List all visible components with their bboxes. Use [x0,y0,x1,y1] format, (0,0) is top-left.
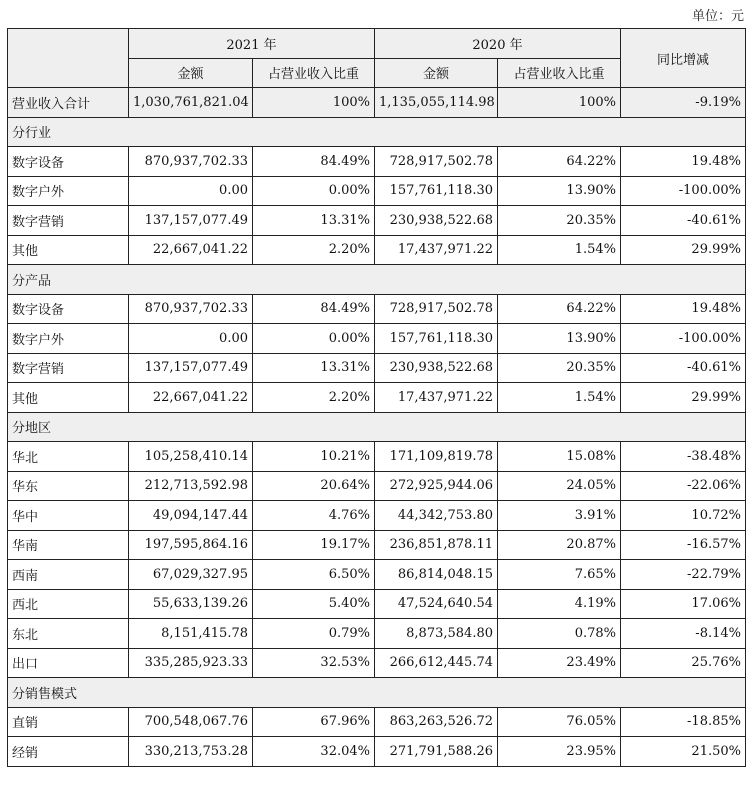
row-label: 华中 [8,501,129,531]
cell-amount-2020: 157,761,118.30 [375,324,498,354]
cell-ratio-2021: 13.31% [253,353,375,383]
cell-amount-2021: 137,157,077.49 [129,353,253,383]
header-row-years [8,29,746,59]
row-label: 数字户外 [8,324,129,354]
cell-yoy: 17.06% [621,589,746,619]
cell-yoy: -100.00% [621,176,746,206]
cell-yoy: -18.85% [621,707,746,737]
cell-amount-2021: 137,157,077.49 [129,206,253,236]
table-row [8,707,746,737]
row-label: 其他 [8,235,129,265]
cell-amount-2020: 47,524,640.54 [375,589,498,619]
cell-amount-2021: 700,548,067.76 [129,707,253,737]
header-amount-2020: 金额 [375,58,498,88]
table-row [8,442,746,472]
cell-amount-2020: 171,109,819.78 [375,442,498,472]
table-row [8,560,746,590]
cell-ratio-2020: 13.90% [498,176,621,206]
section-title: 分地区 [8,412,746,442]
cell-amount-2020: 230,938,522.68 [375,206,498,236]
cell-ratio-2021: 5.40% [253,589,375,619]
cell-amount-2020: 86,814,048.15 [375,560,498,590]
cell-yoy: -38.48% [621,442,746,472]
cell-amount-2020: 272,925,944.06 [375,471,498,501]
row-label: 出口 [8,648,129,678]
cell-amount-2021: 212,713,592.98 [129,471,253,501]
cell-amount-2021: 870,937,702.33 [129,294,253,324]
table-row [8,383,746,413]
cell-yoy: 29.99% [621,383,746,413]
section-title: 分销售模式 [8,678,746,708]
cell-ratio-2020: 20.87% [498,530,621,560]
cell-ratio-2020: 0.78% [498,619,621,649]
cell-ratio-2020: 15.08% [498,442,621,472]
cell-amount-2021: 330,213,753.28 [129,737,253,767]
header-corner-cell [8,29,129,88]
row-label: 华东 [8,471,129,501]
table-row [8,147,746,177]
cell-amount-2020: 728,917,502.78 [375,147,498,177]
cell-amount-2021: 8,151,415.78 [129,619,253,649]
cell-ratio-2020: 13.90% [498,324,621,354]
row-label: 数字设备 [8,147,129,177]
cell-amount-2020: 17,437,971.22 [375,235,498,265]
cell-yoy: 19.48% [621,147,746,177]
revenue-table [7,28,746,767]
cell-amount-2020: 863,263,526.72 [375,707,498,737]
cell-ratio-2021: 6.50% [253,560,375,590]
row-label: 西南 [8,560,129,590]
cell-ratio-2021: 10.21% [253,442,375,472]
cell-ratio-2020: 76.05% [498,707,621,737]
cell-ratio-2020: 24.05% [498,471,621,501]
section-title: 分产品 [8,265,746,295]
cell-yoy: -8.14% [621,619,746,649]
cell-amount-2020: 230,938,522.68 [375,353,498,383]
total-row [8,88,746,118]
cell-ratio-2020: 4.19% [498,589,621,619]
section-header-row [8,265,746,295]
cell-amount-2021: 49,094,147.44 [129,501,253,531]
total-ratio-2020: 100% [498,88,621,118]
section-header-row [8,412,746,442]
total-ratio-2021: 100% [253,88,375,118]
cell-ratio-2020: 1.54% [498,383,621,413]
cell-ratio-2021: 19.17% [253,530,375,560]
header-year-2020: 2020 年 [375,29,621,59]
cell-yoy: -40.61% [621,353,746,383]
cell-amount-2021: 335,285,923.33 [129,648,253,678]
cell-yoy: -100.00% [621,324,746,354]
cell-ratio-2021: 32.04% [253,737,375,767]
cell-yoy: -22.79% [621,560,746,590]
cell-ratio-2020: 64.22% [498,294,621,324]
cell-ratio-2021: 20.64% [253,471,375,501]
cell-ratio-2021: 13.31% [253,206,375,236]
total-amount-2020: 1,135,055,114.98 [375,88,498,118]
cell-amount-2020: 157,761,118.30 [375,176,498,206]
cell-amount-2020: 236,851,878.11 [375,530,498,560]
cell-amount-2021: 0.00 [129,324,253,354]
cell-ratio-2020: 23.95% [498,737,621,767]
cell-yoy: -40.61% [621,206,746,236]
cell-amount-2020: 728,917,502.78 [375,294,498,324]
cell-ratio-2020: 3.91% [498,501,621,531]
header-ratio-2020: 占营业收入比重 [498,58,621,88]
row-label: 数字营销 [8,353,129,383]
cell-yoy: 10.72% [621,501,746,531]
table-row [8,501,746,531]
cell-yoy: 25.76% [621,648,746,678]
table-row [8,648,746,678]
cell-amount-2020: 8,873,584.80 [375,619,498,649]
total-amount-2021: 1,030,761,821.04 [129,88,253,118]
cell-ratio-2021: 84.49% [253,294,375,324]
cell-ratio-2021: 0.00% [253,176,375,206]
row-label: 其他 [8,383,129,413]
table-row [8,471,746,501]
cell-yoy: -22.06% [621,471,746,501]
cell-amount-2021: 197,595,864.16 [129,530,253,560]
row-label: 经销 [8,737,129,767]
table-row [8,206,746,236]
table-row [8,619,746,649]
cell-amount-2020: 271,791,588.26 [375,737,498,767]
cell-ratio-2020: 23.49% [498,648,621,678]
cell-yoy: 19.48% [621,294,746,324]
row-label: 数字户外 [8,176,129,206]
cell-amount-2021: 105,258,410.14 [129,442,253,472]
header-yoy: 同比增减 [621,29,746,88]
row-label: 西北 [8,589,129,619]
total-yoy: -9.19% [621,88,746,118]
table-row [8,176,746,206]
table-row [8,353,746,383]
table-row [8,324,746,354]
table-row [8,294,746,324]
table-row [8,589,746,619]
cell-ratio-2021: 84.49% [253,147,375,177]
cell-ratio-2020: 64.22% [498,147,621,177]
row-label: 数字设备 [8,294,129,324]
row-label: 直销 [8,707,129,737]
total-label: 营业收入合计 [8,88,129,118]
cell-amount-2021: 67,029,327.95 [129,560,253,590]
cell-ratio-2020: 20.35% [498,353,621,383]
cell-amount-2021: 22,667,041.22 [129,383,253,413]
cell-amount-2021: 0.00 [129,176,253,206]
section-header-row [8,117,746,147]
header-ratio-2021: 占营业收入比重 [253,58,375,88]
cell-ratio-2021: 0.79% [253,619,375,649]
section-header-row [8,678,746,708]
section-title: 分行业 [8,117,746,147]
cell-amount-2021: 22,667,041.22 [129,235,253,265]
cell-ratio-2020: 20.35% [498,206,621,236]
cell-yoy: -16.57% [621,530,746,560]
cell-ratio-2021: 0.00% [253,324,375,354]
row-label: 东北 [8,619,129,649]
row-label: 数字营销 [8,206,129,236]
cell-ratio-2021: 32.53% [253,648,375,678]
table-row [8,530,746,560]
table-row [8,737,746,767]
cell-yoy: 21.50% [621,737,746,767]
cell-amount-2020: 266,612,445.74 [375,648,498,678]
cell-yoy: 29.99% [621,235,746,265]
header-year-2021: 2021 年 [129,29,375,59]
cell-ratio-2021: 2.20% [253,235,375,265]
cell-ratio-2020: 7.65% [498,560,621,590]
row-label: 华南 [8,530,129,560]
cell-amount-2021: 870,937,702.33 [129,147,253,177]
cell-ratio-2021: 67.96% [253,707,375,737]
cell-amount-2020: 44,342,753.80 [375,501,498,531]
unit-label: 单位：元 [691,9,744,24]
header-amount-2021: 金额 [129,58,253,88]
cell-amount-2020: 17,437,971.22 [375,383,498,413]
table-row [8,235,746,265]
cell-amount-2021: 55,633,139.26 [129,589,253,619]
row-label: 华北 [8,442,129,472]
cell-ratio-2021: 4.76% [253,501,375,531]
cell-ratio-2021: 2.20% [253,383,375,413]
cell-ratio-2020: 1.54% [498,235,621,265]
